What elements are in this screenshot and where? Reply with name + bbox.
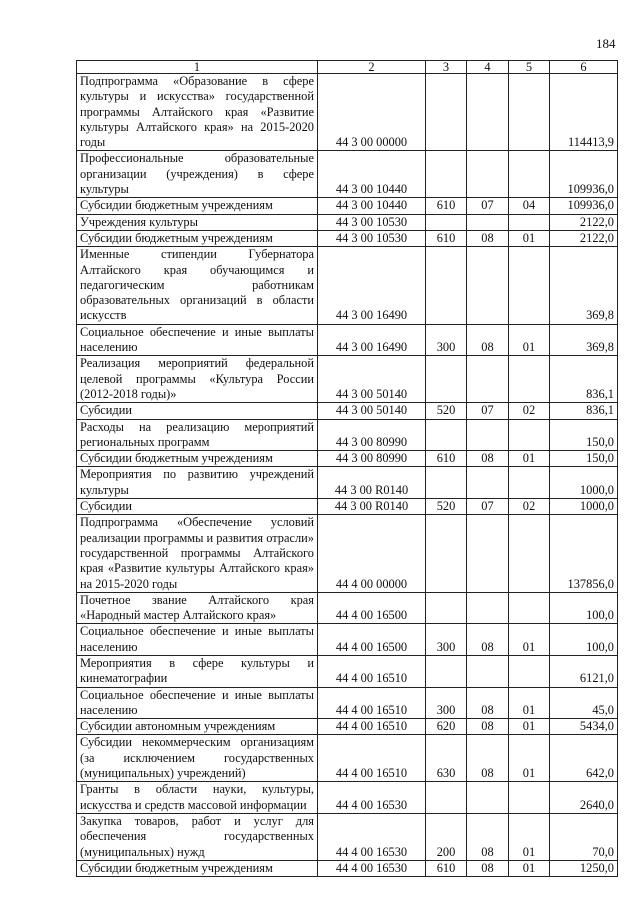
row-name: Субсидии бюджетным учреждениям <box>77 860 318 876</box>
row-col-4: 08 <box>467 230 509 246</box>
row-amount: 6121,0 <box>550 655 618 687</box>
table-row <box>77 499 618 515</box>
row-amount: 836,1 <box>550 403 618 419</box>
column-header-1: 1 <box>77 61 318 74</box>
row-code: 44 4 00 16510 <box>318 719 426 735</box>
row-amount: 5434,0 <box>550 719 618 735</box>
table-row <box>77 735 618 782</box>
row-col-5: 04 <box>509 198 550 214</box>
row-amount: 369,8 <box>550 324 618 356</box>
row-col-3: 620 <box>426 719 467 735</box>
table-row <box>77 655 618 687</box>
row-code: 44 4 00 16530 <box>318 813 426 860</box>
row-col-5 <box>509 356 550 403</box>
row-amount: 2122,0 <box>550 230 618 246</box>
table-row <box>77 451 618 467</box>
row-name: Подпрограмма «Обеспечение условий реализации программы и развития отрасли» государственной программы Алтайского края «Развитие культуры Алтайского края» на 2015-2020 годы <box>77 515 318 592</box>
row-code: 44 4 00 00000 <box>318 515 426 592</box>
row-col-5 <box>509 247 550 324</box>
row-col-4: 08 <box>467 324 509 356</box>
row-name: Реализация мероприятий федеральной целевой программы «Культура России (2012-2018 годы)» <box>77 356 318 403</box>
row-code: 44 3 00 80990 <box>318 451 426 467</box>
row-col-4 <box>467 151 509 198</box>
row-name: Подпрограмма «Образование в сфере культуры и искусства» государственной программы Алтайского края «Развитие культуры Алтайского края» на 2015-2020 годы <box>77 74 318 151</box>
row-col-4 <box>467 467 509 499</box>
row-name: Субсидии бюджетным учреждениям <box>77 198 318 214</box>
row-col-4 <box>467 419 509 451</box>
row-code: 44 3 00 R0140 <box>318 467 426 499</box>
row-amount: 100,0 <box>550 592 618 624</box>
row-name: Учреждения культуры <box>77 214 318 230</box>
row-col-3: 200 <box>426 813 467 860</box>
row-name: Профессиональные образовательные организации (учреждения) в сфере культуры <box>77 151 318 198</box>
table-row <box>77 247 618 324</box>
row-col-3: 610 <box>426 198 467 214</box>
row-col-4 <box>467 356 509 403</box>
row-col-3: 610 <box>426 451 467 467</box>
table-row <box>77 151 618 198</box>
table-row <box>77 214 618 230</box>
row-col-3: 300 <box>426 324 467 356</box>
table-row <box>77 624 618 656</box>
row-col-5: 02 <box>509 403 550 419</box>
row-amount: 2122,0 <box>550 214 618 230</box>
row-amount: 836,1 <box>550 356 618 403</box>
row-col-4 <box>467 214 509 230</box>
row-col-5 <box>509 592 550 624</box>
row-col-3 <box>426 214 467 230</box>
row-col-4 <box>467 247 509 324</box>
row-code: 44 3 00 10530 <box>318 230 426 246</box>
row-col-5 <box>509 214 550 230</box>
table-row <box>77 467 618 499</box>
row-col-4: 08 <box>467 813 509 860</box>
row-code: 44 3 00 16490 <box>318 247 426 324</box>
row-col-4 <box>467 592 509 624</box>
table-row <box>77 324 618 356</box>
row-amount: 1250,0 <box>550 860 618 876</box>
column-header-3: 3 <box>426 61 467 74</box>
row-amount: 137856,0 <box>550 515 618 592</box>
header-row <box>77 61 618 74</box>
row-col-5: 01 <box>509 719 550 735</box>
row-name: Социальное обеспечение и иные выплаты населению <box>77 324 318 356</box>
row-col-3 <box>426 419 467 451</box>
row-code: 44 3 00 00000 <box>318 74 426 151</box>
row-col-3 <box>426 782 467 814</box>
row-name: Субсидии некоммерческим организациям (за исключением государственных (муниципальных) учреждений) <box>77 735 318 782</box>
row-code: 44 4 00 16510 <box>318 687 426 719</box>
row-name: Субсидии <box>77 499 318 515</box>
table-row <box>77 592 618 624</box>
row-col-4 <box>467 782 509 814</box>
row-amount: 2640,0 <box>550 782 618 814</box>
row-col-5: 02 <box>509 499 550 515</box>
table-row <box>77 230 618 246</box>
row-code: 44 3 00 10440 <box>318 151 426 198</box>
row-name: Мероприятия по развитию учреждений культуры <box>77 467 318 499</box>
row-amount: 109936,0 <box>550 198 618 214</box>
row-code: 44 4 00 16500 <box>318 592 426 624</box>
row-col-5 <box>509 467 550 499</box>
row-col-3 <box>426 515 467 592</box>
table-row <box>77 419 618 451</box>
row-col-3: 610 <box>426 860 467 876</box>
row-code: 44 4 00 16500 <box>318 624 426 656</box>
row-name: Почетное звание Алтайского края «Народный мастер Алтайского края» <box>77 592 318 624</box>
row-code: 44 3 00 50140 <box>318 356 426 403</box>
row-col-3 <box>426 74 467 151</box>
row-code: 44 3 00 50140 <box>318 403 426 419</box>
row-name: Расходы на реализацию мероприятий региональных программ <box>77 419 318 451</box>
row-code: 44 3 00 10440 <box>318 198 426 214</box>
row-code: 44 3 00 R0140 <box>318 499 426 515</box>
row-col-3: 610 <box>426 230 467 246</box>
row-name: Мероприятия в сфере культуры и кинематографии <box>77 655 318 687</box>
row-col-4: 08 <box>467 687 509 719</box>
row-amount: 369,8 <box>550 247 618 324</box>
row-col-4: 08 <box>467 451 509 467</box>
row-col-3: 520 <box>426 499 467 515</box>
row-amount: 70,0 <box>550 813 618 860</box>
row-col-3: 630 <box>426 735 467 782</box>
table-row <box>77 403 618 419</box>
row-col-5: 01 <box>509 735 550 782</box>
row-name: Субсидии <box>77 403 318 419</box>
table-row <box>77 515 618 592</box>
row-col-5 <box>509 655 550 687</box>
row-col-4: 07 <box>467 499 509 515</box>
row-name: Социальное обеспечение и иные выплаты населению <box>77 624 318 656</box>
row-col-5: 01 <box>509 624 550 656</box>
row-code: 44 3 00 10530 <box>318 214 426 230</box>
column-header-6: 6 <box>550 61 618 74</box>
row-name: Субсидии бюджетным учреждениям <box>77 451 318 467</box>
table-row <box>77 782 618 814</box>
row-amount: 114413,9 <box>550 74 618 151</box>
row-col-4: 08 <box>467 860 509 876</box>
row-name: Гранты в области науки, культуры, искусства и средств массовой информации <box>77 782 318 814</box>
row-code: 44 3 00 80990 <box>318 419 426 451</box>
table-row <box>77 813 618 860</box>
row-col-3 <box>426 247 467 324</box>
row-col-3 <box>426 151 467 198</box>
row-col-3 <box>426 356 467 403</box>
table-row <box>77 198 618 214</box>
row-col-3 <box>426 592 467 624</box>
table-row <box>77 74 618 151</box>
row-code: 44 4 00 16530 <box>318 860 426 876</box>
row-col-5 <box>509 74 550 151</box>
column-header-5: 5 <box>509 61 550 74</box>
row-code: 44 3 00 16490 <box>318 324 426 356</box>
row-col-5: 01 <box>509 324 550 356</box>
row-name: Закупка товаров, работ и услуг для обеспечения государственных (муниципальных) нужд <box>77 813 318 860</box>
row-col-4 <box>467 655 509 687</box>
row-name: Субсидии автономным учреждениям <box>77 719 318 735</box>
row-col-3 <box>426 467 467 499</box>
row-col-5: 01 <box>509 860 550 876</box>
row-amount: 642,0 <box>550 735 618 782</box>
row-amount: 100,0 <box>550 624 618 656</box>
row-name: Социальное обеспечение и иные выплаты населению <box>77 687 318 719</box>
table-row <box>77 719 618 735</box>
row-col-4: 08 <box>467 719 509 735</box>
row-amount: 150,0 <box>550 451 618 467</box>
table-row <box>77 687 618 719</box>
row-col-5: 01 <box>509 451 550 467</box>
row-col-4: 07 <box>467 403 509 419</box>
row-amount: 1000,0 <box>550 499 618 515</box>
row-amount: 150,0 <box>550 419 618 451</box>
row-col-3: 520 <box>426 403 467 419</box>
row-amount: 45,0 <box>550 687 618 719</box>
row-col-3: 300 <box>426 687 467 719</box>
table-row <box>77 356 618 403</box>
row-amount: 1000,0 <box>550 467 618 499</box>
row-col-4 <box>467 515 509 592</box>
column-header-2: 2 <box>318 61 426 74</box>
column-header-4: 4 <box>467 61 509 74</box>
row-col-4 <box>467 74 509 151</box>
row-code: 44 4 00 16510 <box>318 655 426 687</box>
row-col-5 <box>509 782 550 814</box>
page-number: 184 <box>596 36 616 51</box>
row-code: 44 4 00 16510 <box>318 735 426 782</box>
row-col-5: 01 <box>509 230 550 246</box>
row-col-4: 07 <box>467 198 509 214</box>
table-row <box>77 860 618 876</box>
budget-table <box>76 60 618 877</box>
row-col-5: 01 <box>509 687 550 719</box>
row-col-5 <box>509 151 550 198</box>
row-col-3 <box>426 655 467 687</box>
row-col-4: 08 <box>467 624 509 656</box>
row-amount: 109936,0 <box>550 151 618 198</box>
row-col-5: 01 <box>509 813 550 860</box>
row-name: Субсидии бюджетным учреждениям <box>77 230 318 246</box>
row-col-4: 08 <box>467 735 509 782</box>
row-col-3: 300 <box>426 624 467 656</box>
row-col-5 <box>509 515 550 592</box>
row-code: 44 4 00 16530 <box>318 782 426 814</box>
row-name: Именные стипендии Губернатора Алтайского края обучающимся и педагогическим работникам образовательных организаций в области искусств <box>77 247 318 324</box>
row-col-5 <box>509 419 550 451</box>
